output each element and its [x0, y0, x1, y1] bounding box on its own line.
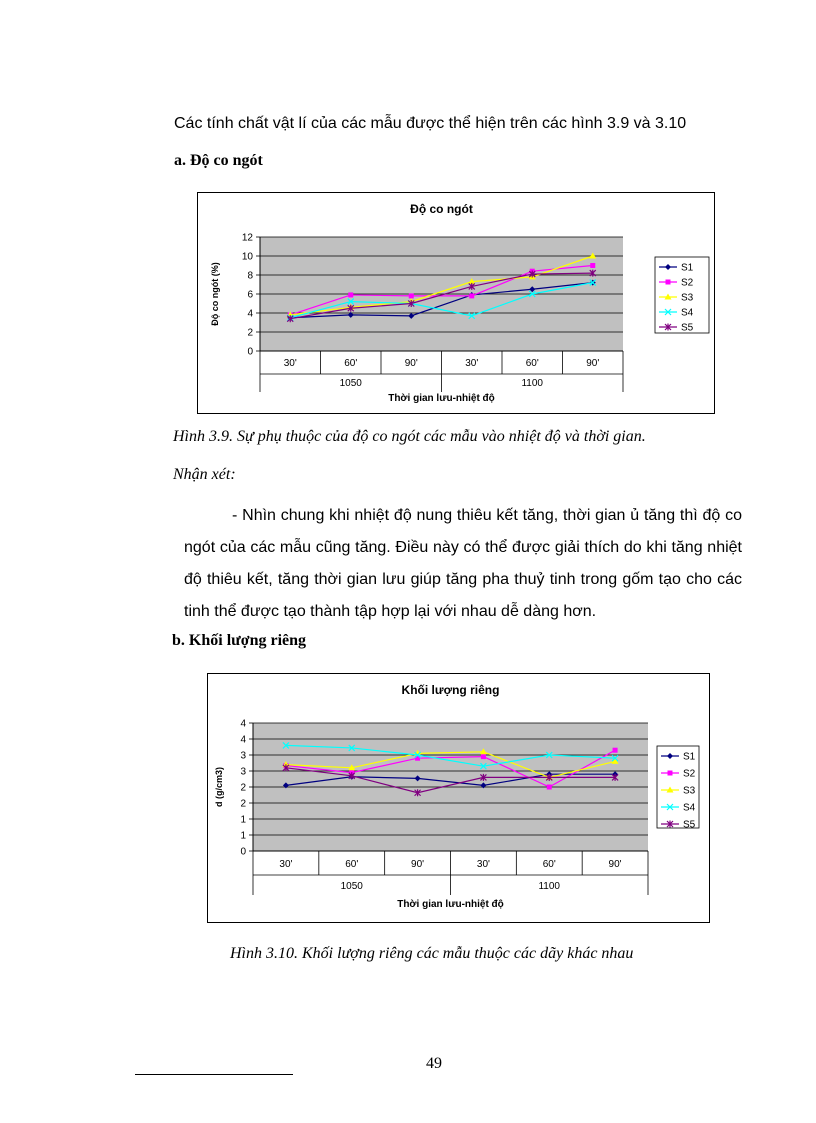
legend-label: S3	[683, 785, 696, 797]
y-tick-label: 10	[241, 251, 253, 263]
y-tick-label: 4	[240, 734, 246, 746]
data-point	[469, 293, 474, 298]
chart-title: Khối lượng riêng	[401, 683, 500, 697]
legend-label: S4	[681, 307, 694, 319]
legend-label: S5	[683, 819, 696, 831]
footnote-separator	[135, 1074, 293, 1075]
shrinkage-chart-svg	[198, 193, 714, 413]
x-tick-label: 90'	[411, 859, 425, 870]
legend-label: S1	[683, 751, 696, 763]
legend	[657, 746, 699, 831]
y-tick-label: 4	[247, 308, 253, 320]
figure-caption-3-9: Hình 3.9. Sự phụ thuộc của độ co ngót các mẫu vào nhiệt độ và thời gian.	[173, 428, 646, 445]
x-tick-label: 30'	[465, 358, 479, 369]
y-tick-label: 3	[240, 750, 246, 762]
y-tick-label: 6	[247, 289, 253, 301]
data-point	[590, 263, 595, 268]
x-group-label: 1050	[340, 881, 363, 892]
x-tick-label: 60'	[344, 358, 358, 369]
remark-paragraph	[184, 500, 742, 628]
x-tick-label: 60'	[345, 859, 359, 870]
remark-label: Nhận xét:	[173, 466, 236, 483]
x-axis-title: Thời gian lưu-nhiệt độ	[397, 899, 504, 910]
data-point	[481, 754, 486, 759]
x-tick-label: 30'	[476, 859, 490, 870]
legend	[655, 257, 709, 334]
x-tick-label: 30'	[279, 859, 293, 870]
data-point	[348, 292, 353, 297]
remark-paragraph-text: - Nhìn chung khi nhiệt độ nung thiêu kết tăng, thời gian ủ tăng thì độ co ngót của các mẫu cũng tăng. Điều này có thể được giải thích do khi tăng nhiệt độ thiêu kết, tăng thời gian lưu giúp tăng pha thuỷ tinh trong gốm tạo cho các tinh thể được tạo thành tập hợp lại với nhau dễ dàng hơn.	[184, 507, 742, 620]
data-point	[613, 748, 618, 753]
x-tick-label: 90'	[608, 859, 622, 870]
shrinkage-chart	[197, 192, 715, 414]
legend-label: S4	[683, 802, 696, 814]
legend-label: S2	[681, 277, 694, 289]
x-tick-label: 30'	[283, 358, 297, 369]
y-tick-label: 12	[241, 232, 253, 244]
x-tick-label: 60'	[525, 358, 539, 369]
y-tick-label: 2	[240, 782, 246, 794]
data-point	[547, 785, 552, 790]
legend-marker	[666, 280, 671, 285]
y-tick-label: 2	[240, 798, 246, 810]
x-tick-label: 90'	[586, 358, 600, 369]
x-tick-label: 60'	[542, 859, 556, 870]
x-tick-label: 90'	[404, 358, 418, 369]
intro-text: Các tính chất vật lí của các mẫu được thể hiện trên các hình 3.9 và 3.10	[174, 115, 687, 132]
density-chart	[207, 673, 710, 923]
y-tick-label: 4	[240, 718, 246, 730]
legend-marker	[668, 771, 673, 776]
section-heading-shrinkage: a. Độ co ngót	[174, 152, 263, 169]
data-point	[409, 293, 414, 298]
legend-label: S2	[683, 768, 696, 780]
legend-label: S1	[681, 262, 694, 274]
y-tick-label: 8	[247, 270, 253, 282]
y-tick-label: 0	[247, 346, 253, 358]
y-tick-label: 1	[240, 830, 246, 842]
page-number: 49	[426, 1055, 442, 1072]
legend-label: S3	[681, 292, 694, 304]
y-tick-label: 3	[240, 766, 246, 778]
x-axis-title: Thời gian lưu-nhiệt độ	[388, 393, 495, 404]
figure-caption-3-10: Hình 3.10. Khối lượng riêng các mẫu thuộc các dãy khác nhau	[230, 945, 634, 962]
x-group-label: 1050	[339, 378, 362, 389]
section-heading-density: b. Khối lượng riêng	[172, 632, 307, 649]
chart-title: Độ co ngót	[410, 202, 473, 216]
y-tick-label: 0	[240, 846, 246, 858]
y-axis-title: d (g/cm3)	[214, 766, 224, 808]
y-tick-label: 1	[240, 814, 246, 826]
legend-label: S5	[681, 322, 694, 334]
x-group-label: 1100	[521, 378, 544, 389]
density-chart-svg	[208, 674, 709, 922]
y-axis-title: Độ co ngót (%)	[210, 262, 220, 326]
y-tick-label: 2	[247, 327, 253, 339]
x-group-label: 1100	[538, 881, 561, 892]
